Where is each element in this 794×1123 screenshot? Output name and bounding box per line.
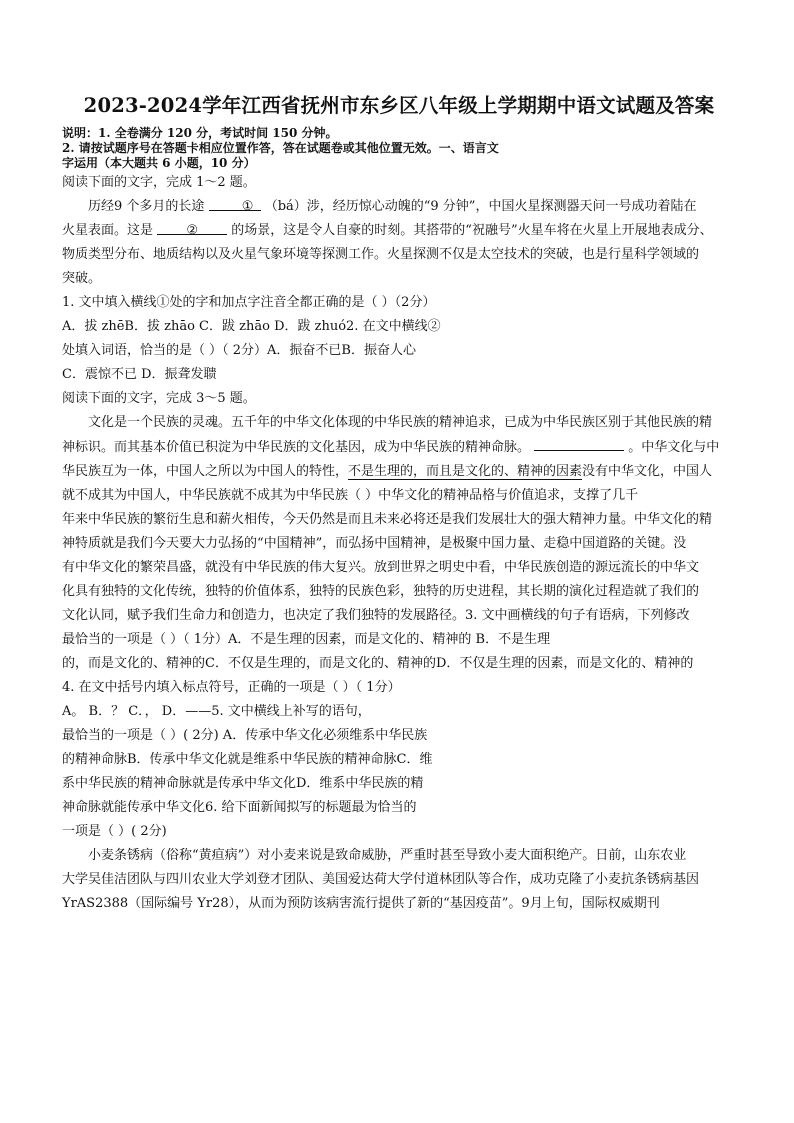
question-5-options: 的精神命脉B．传承中华文化就是维系中华民族的精神命脉C．维 <box>62 752 433 767</box>
passage-line: YrAS2388（国际编号 Yr28），从而为预防该病害流行提供了新的“基因疫苗”。9月上旬，国际权威期刊 <box>62 896 660 911</box>
question-1: 1. 文中填入横线①处的字和加点字注音全都正确的是（ ）（2分） <box>62 295 436 310</box>
exam-page <box>62 90 736 916</box>
question-3: 最恰当的一项是（ ）（ 1分）A．不是生理的因素，而是文化的、精神的 B．不是生理 <box>62 632 551 647</box>
passage-line: 物质类型分布、地质结构以及火星气象环境等探测工作。火星探测不仅是太空技术的突破，也是行星科学领域的 <box>62 247 700 262</box>
exam-title: 2023-2024学年江西省抚州市东乡区八年级上学期期中语文试题及答案 <box>83 94 715 117</box>
section-heading: 字运用（本大题共 6 小题，10 分） <box>62 156 256 170</box>
passage-line: 化具有独特的文化传统，独特的价值体系，独特的民族色彩，独特的历史进程，其长期的演化过程造就了我们的 <box>62 584 700 599</box>
question-5-options: 系中华民族的精神命脉就是传承中华文化D．维系中华民族的精 <box>62 776 424 791</box>
fill-blank-3 <box>534 435 624 451</box>
fill-blank-2: ② <box>157 219 227 235</box>
passage-line: 神标识。而其基本价值已积淀为中华民族的文化基因，成为中华民族的精神命脉。 。中华文化与中 <box>62 435 736 460</box>
passage-line: 有中华文化的繁荣昌盛，就没有中华民族的伟大复兴。放到世界之明史中看，中华民族创造的源远流长的中华文 <box>62 560 700 575</box>
question-5: 最恰当的一项是（ ）( 2分) A．传承中华文化必须维系中华民族 <box>62 728 428 743</box>
passage-line: 火星表面。这是 ② 的场景，这是令人自豪的时刻。其搭带的“祝融号”火星车将在火星上开展地表成分、 <box>62 219 736 243</box>
passage-line: 小麦条锈病（俗称“黄疸病”）对小麦来说是致命威胁，严重时甚至导致小麦大面积绝产。日前，山东农业 <box>88 848 687 863</box>
question-3-options: 的，而是文化的、精神的C．不仅是生理的，而是文化的、精神的D．不仅是生理的因素，而是文化的、精神的 <box>62 656 694 671</box>
passage-line: 大学吴佳洁团队与四川农业大学刘登才团队、美国爱达荷大学付道林团队等合作，成功克隆了小麦抗条锈病基因 <box>62 872 700 887</box>
question-4: 4. 在文中括号内填入标点符号，正确的一项是（ ）（ 1分） <box>62 680 401 695</box>
question-6: 一项是（ ）( 2分) <box>62 824 167 839</box>
instruction-line: 说明：1. 全卷满分 120 分，考试时间 150 分钟。 <box>62 126 338 140</box>
passage-line: 文化认同，赋予我们生命力和创造力，也决定了我们独特的发展路径。3. 文中画横线的句子有语病，下列修改 <box>62 608 690 623</box>
passage-line: 年来中华民族的繁衍生息和薪火相传，今天仍然是而且未来必将还是我们发展壮大的强大精神力量。中华文化的精 <box>62 512 713 527</box>
passage-line: 神特质就是我们今天要大力弘扬的“中国精神”，而弘扬中国精神，是极聚中国力量、走稳中国道路的关键。没 <box>62 536 687 551</box>
passage-line: 华民族互为一体，中国人之所以为中国人的特性，不是生理的，而且是文化的、精神的因素没有中华文化，中国人 <box>62 464 713 479</box>
passage-line: 就不成其为中国人，中华民族就不成其为中华民族（ ）中华文化的精神品格与价值追求，支撑了几千 <box>62 488 639 503</box>
underlined-sentence: 不是生理的，而且是文化的、精神的因素 <box>348 464 583 479</box>
question-2: 处填入词语，恰当的是（ ）（ 2分）A．振奋不已B．振奋人心 <box>62 343 416 358</box>
question-4-options: A。 B．？ C．， D．——5. 文中横线上补写的语句， <box>62 704 371 719</box>
passage-line: 文化是一个民族的灵魂。五千年的中华文化体现的中华民族的精神追求，已成为中华民族区别于其他民族的精 <box>88 415 713 430</box>
passage-line: 突破。 <box>62 271 102 286</box>
question-2-options: C．震惊不已 D．振聋发聩 <box>62 367 217 382</box>
passage-line: 历经9 个多月的长途 ① （bá）涉，经历惊心动魄的“9 分钟”，中国火星探测器天问一号成功着陆在 <box>62 195 736 219</box>
reading-prompt: 阅读下面的文字，完成 3～5 题。 <box>62 391 256 406</box>
reading-prompt: 阅读下面的文字，完成 1～2 题。 <box>62 175 256 190</box>
instruction-line: 2. 请按试题序号在答题卡相应位置作答，答在试题卷或其他位置无效。一、语言文 <box>62 141 499 155</box>
question-1-options: A．拔 zhēB．拔 zhāo C．跋 zhāo D．跋 zhuó2. 在文中横线② <box>62 319 441 334</box>
fill-blank-1: ① <box>209 195 261 211</box>
question-6: 神命脉就能传承中华文化6. 给下面新闻拟写的标题最为恰当的 <box>62 800 417 815</box>
